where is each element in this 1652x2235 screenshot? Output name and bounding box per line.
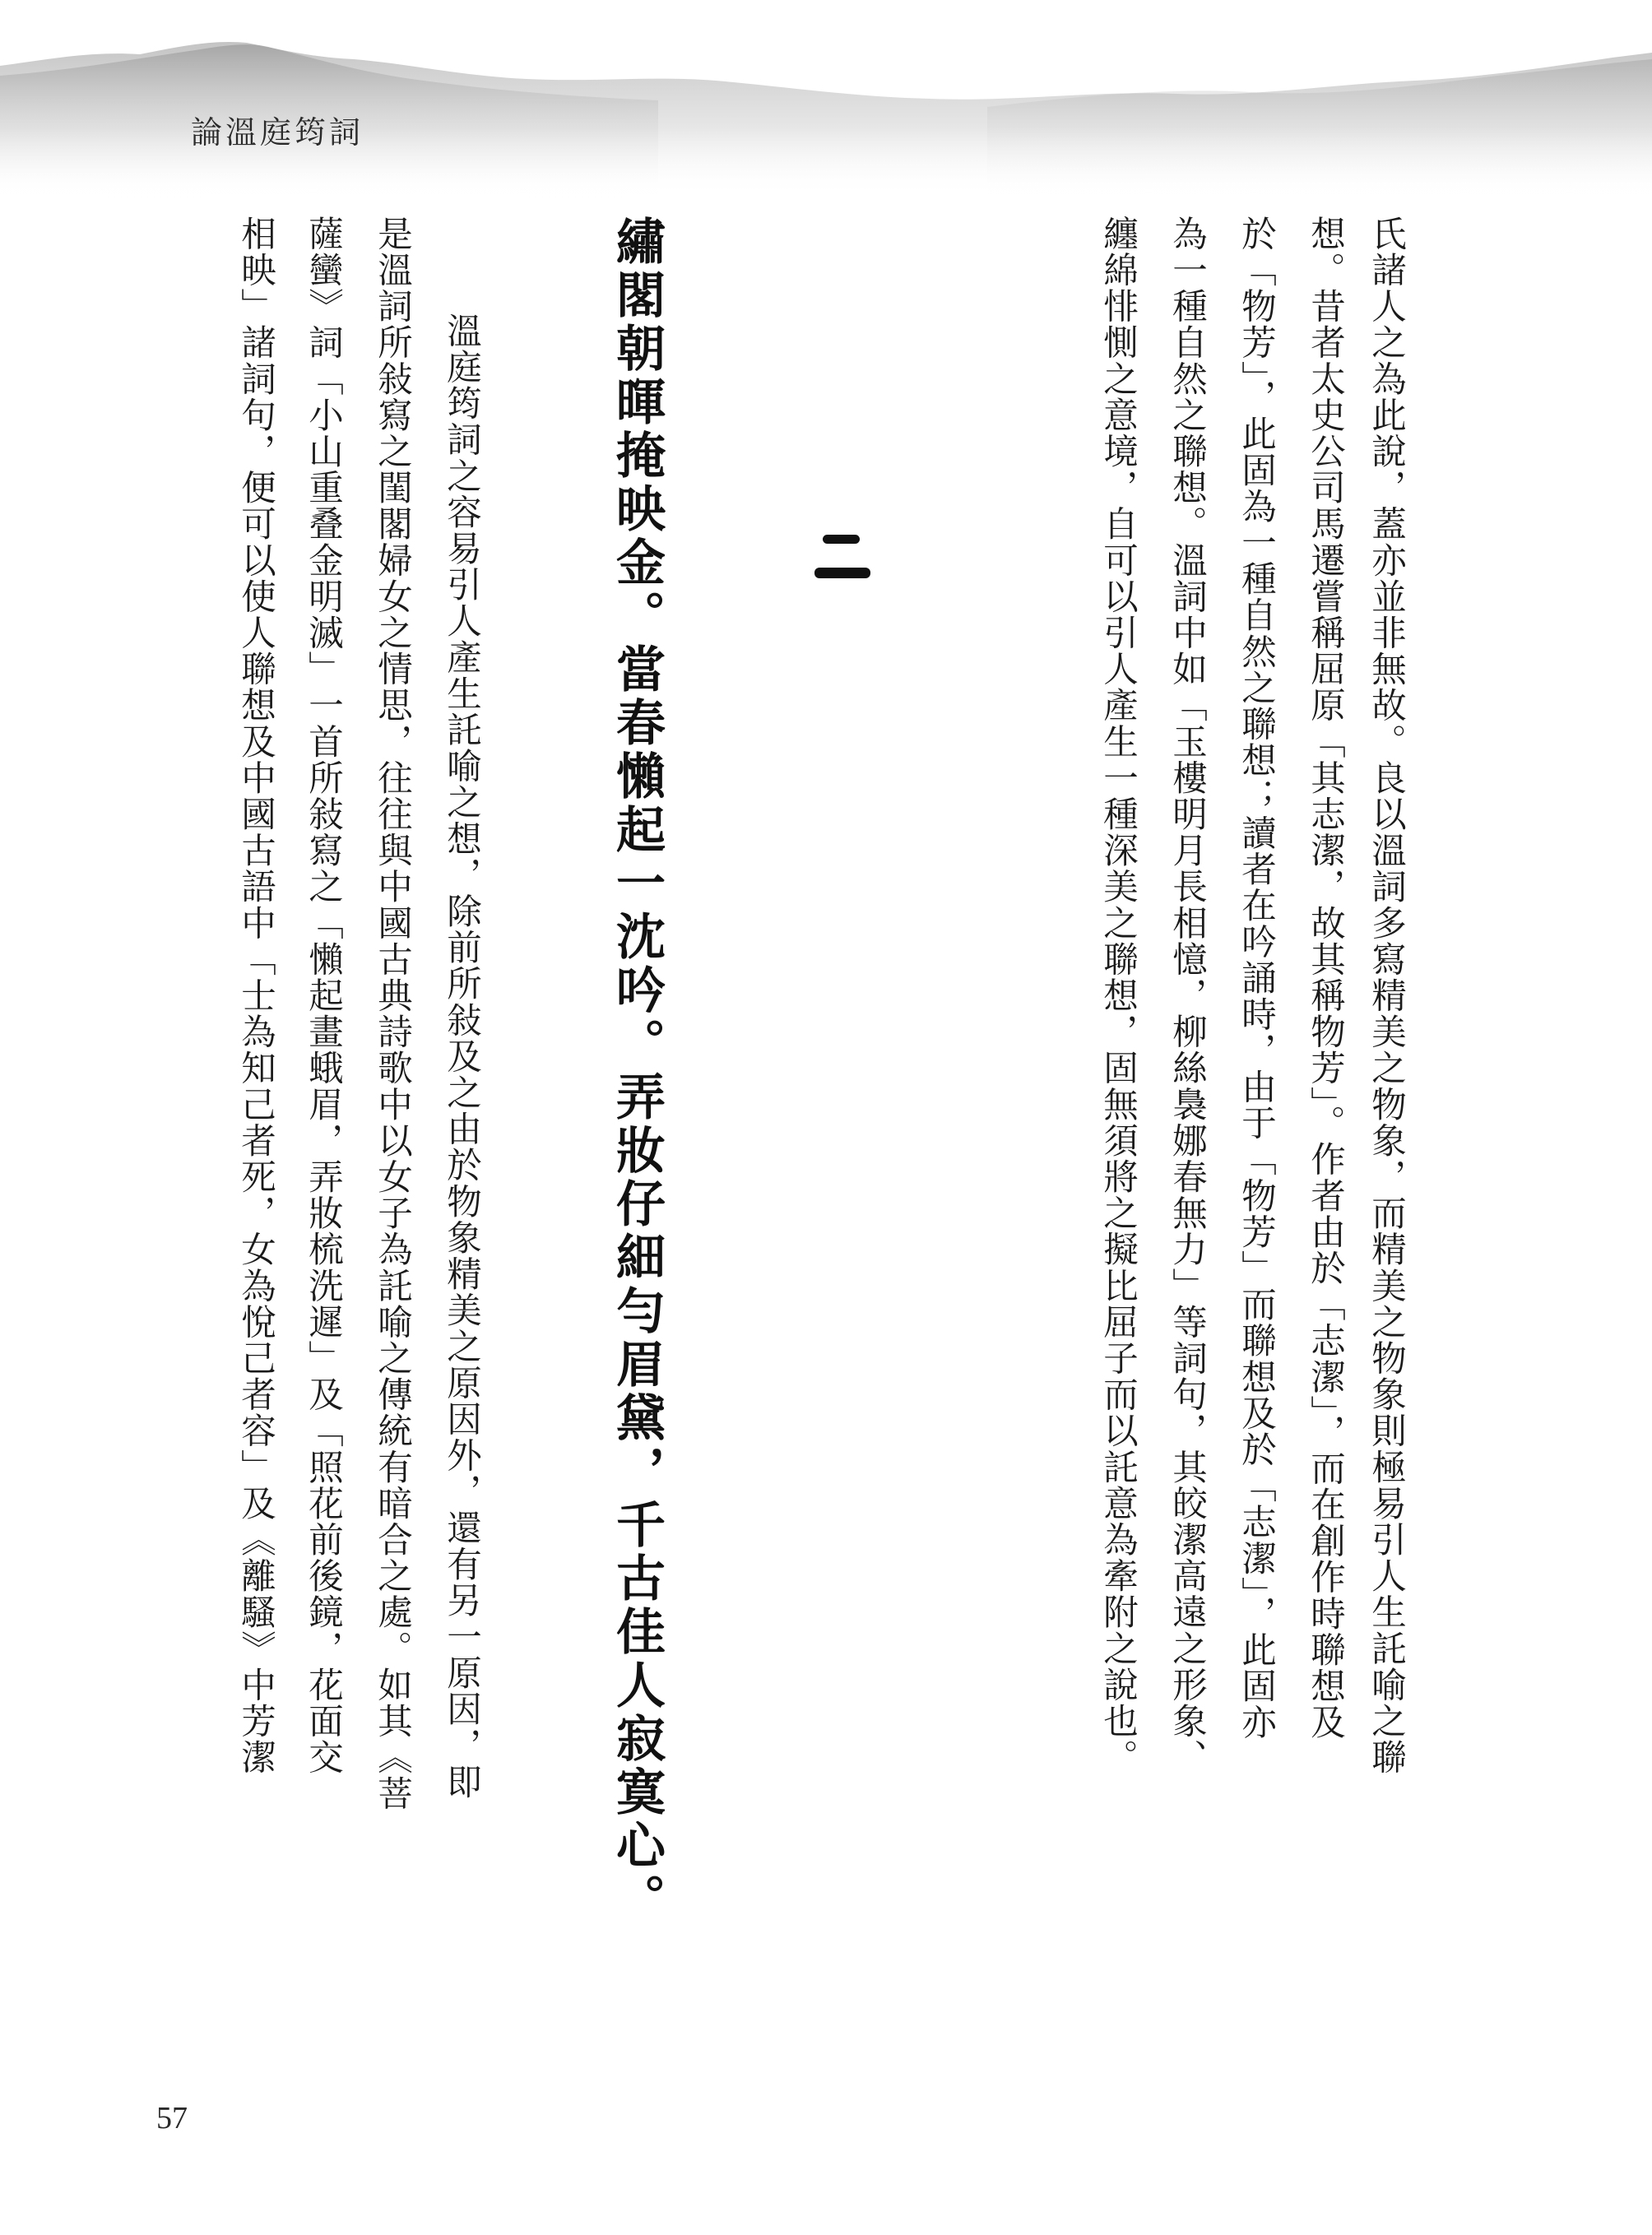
lower-paragraph-column-4: 相映」諸詞句，便可以使人聯想及中國古語中「士為知己者死，女為悅己者容」及《離騷》中芳潔 <box>235 216 276 1776</box>
lower-paragraph-column-3: 薩蠻》詞「小山重叠金明滅」一首所敍寫之「懶起畫蛾眉，弄妝梳洗遲」及「照花前後鏡，花面交 <box>303 216 343 1776</box>
section-number-upper-stroke <box>823 535 860 544</box>
upper-paragraph-column-2: 想。昔者太史公司馬遷嘗稱屈原「其志潔，故其稱物芳」。作者由於「志潔」，而在創作時聯想及 <box>1305 216 1345 1741</box>
running-head-title: 論溫庭筠詞 <box>191 114 364 151</box>
lower-paragraph-column-1: 溫庭筠詞之容易引人產生託喻之想，除前所敍及之由於物象精美之原因外，還有另一原因，即 <box>441 313 481 1801</box>
page-number: 57 <box>156 2101 188 2135</box>
upper-paragraph-column-3: 於「物芳」，此固為一種自然之聯想；讀者在吟誦時，由于「物芳」而聯想及於「志潔」，此固亦 <box>1236 216 1276 1741</box>
upper-paragraph-column-1: 氏諸人之為此說，蓋亦並非無故。良以溫詞多寫精美之物象，而精美之物象則極易引人生託喻之聯 <box>1366 216 1406 1776</box>
upper-paragraph-column-4: 為一種自然之聯想。溫詞中如「玉樓明月長相憶，柳絲裊娜春無力」等詞句，其皎潔高遠之形象、 <box>1167 216 1207 1776</box>
lower-paragraph-column-2: 是溫詞所敍寫之閨閣婦女之情思，往往與中國古典詩歌中以女子為託喻之傳統有暗合之處。如其《菩 <box>372 216 412 1812</box>
section-number-heading <box>810 510 876 600</box>
mountain-ink-banner <box>0 0 1652 197</box>
upper-paragraph-column-5: 纏綿悱惻之意境，自可以引人產生一種深美之聯想，固無須將之擬比屈子而以託意為牽附之說也。 <box>1097 216 1138 1776</box>
quoted-poem-line: 繡閣朝暉掩映金。當春懶起一沈吟。弄妝仔細勻眉黛，千古佳人寂寞心。 <box>608 216 666 1927</box>
section-number-lower-stroke <box>814 568 870 578</box>
